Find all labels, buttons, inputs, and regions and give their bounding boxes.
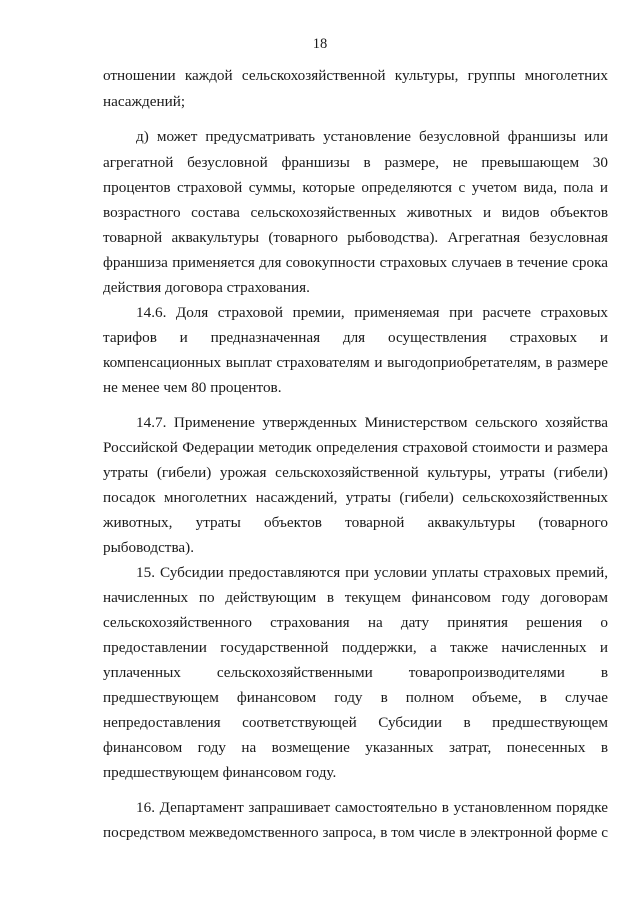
text-line: 15. Субсидии предоставляются при условии уплаты страховых премий, [136, 564, 608, 581]
text-line: рыбоводства). [103, 539, 195, 556]
text-line: франшиза применяется для совокупности страховых случаев в течение срока [103, 254, 608, 271]
text-line: отношении каждой сельскохозяйственной культуры, группы многолетних [103, 67, 608, 84]
text-line: 16. Департамент запрашивает самостоятельно в установленном порядке [136, 799, 608, 816]
text-line: 14.7. Применение утвержденных Министерством сельского хозяйства [136, 414, 608, 431]
text-line: д) может предусматривать установление безусловной франшизы или [136, 128, 608, 145]
text-line: начисленных по действующим в текущем финансовом году договорам [103, 589, 608, 606]
text-line: агрегатной безусловной франшизы в размере, не превышающем 30 [103, 154, 608, 171]
text-line: предшествующем финансовом году в полном объеме, в случае [103, 689, 608, 706]
text-line: насаждений; [103, 93, 186, 110]
text-line: посредством межведомственного запроса, в том числе в электронной форме с [103, 824, 608, 841]
text-line: сельскохозяйственного страхования на дату принятия решения о [103, 614, 608, 631]
text-line: не менее чем 80 процентов. [103, 379, 282, 396]
page-number: 18 [312, 36, 328, 52]
text-line: действия договора страхования. [103, 279, 310, 296]
text-line: товарной аквакультуры (товарного рыбоводства). Агрегатная безусловная [103, 229, 608, 246]
text-line: тарифов и предназначенная для осуществления страховых и [103, 329, 608, 346]
text-line: 14.6. Доля страховой премии, применяемая при расчете страховых [136, 304, 608, 321]
text-line: утраты (гибели) урожая сельскохозяйственной культуры, утраты (гибели) [103, 464, 608, 481]
text-line: компенсационных выплат страхователям и выгодоприобретателям, в размере [103, 354, 608, 371]
text-line: процентов страховой суммы, которые определяются с учетом вида, пола и [103, 179, 608, 196]
text-line: финансовом году на возмещение указанных затрат, понесенных в [103, 739, 608, 756]
text-line: Российской Федерации методик определения страховой стоимости и размера [103, 439, 608, 456]
text-line: предоставлении государственной поддержки, а также начисленных и [103, 639, 608, 656]
text-line: посадок многолетних насаждений, утраты (гибели) сельскохозяйственных [103, 489, 608, 506]
text-line: непредоставления соответствующей Субсидии в предшествующем [103, 714, 608, 731]
text-line: животных, утраты объектов товарной аквакультуры (товарного [103, 514, 608, 531]
text-line: уплаченных сельскохозяйственными товаропроизводителями в [103, 664, 608, 681]
text-line: возрастного состава сельскохозяйственных животных и видов объектов [103, 204, 608, 221]
text-line: предшествующем финансовом году. [103, 764, 337, 781]
